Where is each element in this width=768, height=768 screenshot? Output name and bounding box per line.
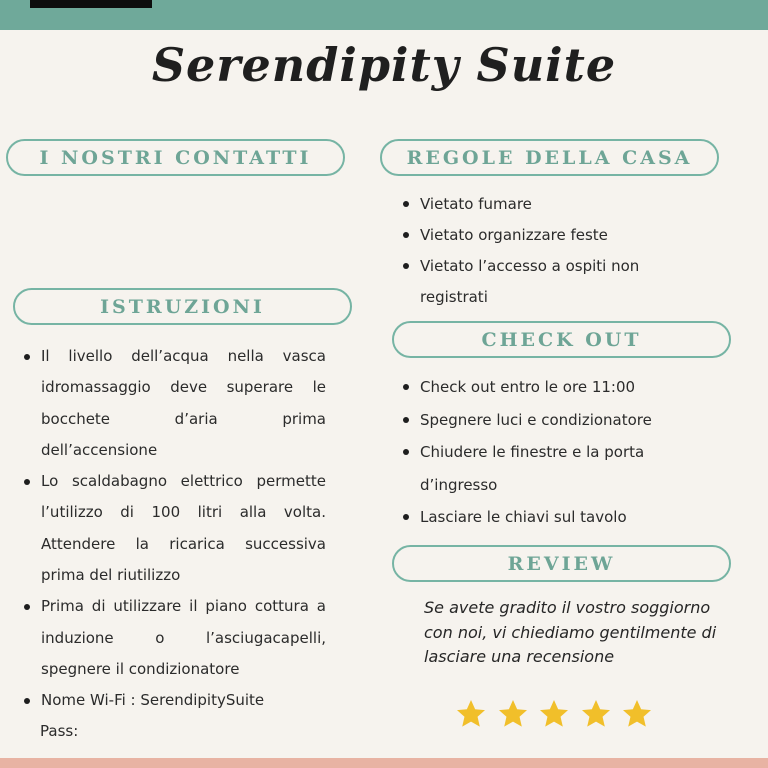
list-item: Chiudere le finestre e la porta d’ingresso [403,436,693,501]
instructions-list [24,341,326,717]
star-rating [455,698,663,730]
list-item: Il livello dell’acqua nella vasca idromassaggio deve superare le bocchete d’aria prima dell’accensione [24,341,326,466]
star-icon [497,698,529,730]
checkout-list [403,371,693,534]
top-black-block [30,0,152,8]
list-item: Prima di utilizzare il piano cottura a induzione o l’asciugacapelli, spegnere il condizionatore [24,591,326,685]
bottom-color-bar [0,758,768,768]
list-item: Lo scaldabagno elettrico permette l’utilizzo di 100 litri alla volta. Attendere la ricarica successiva prima del riutilizzo [24,466,326,591]
section-header-review: REVIEW [392,545,731,582]
star-icon [538,698,570,730]
list-item: Vietato organizzare feste [403,220,693,251]
list-item: Vietato l’accesso a ospiti non registrati [403,251,693,313]
review-text: Se avete gradito il vostro soggiorno con noi, vi chiediamo gentilmente di lasciare una recensione [424,598,717,666]
list-item: Check out entro le ore 11:00 [403,371,693,404]
list-item: Nome Wi-Fi : SerendipitySuite [24,685,326,716]
page-title: Serendipity Suite [151,38,617,92]
house-rules-list [403,189,693,313]
section-header-checkout: CHECK OUT [392,321,731,358]
section-header-contacts: I NOSTRI CONTATTI [6,139,345,176]
wifi-pass-label: Pass: [40,722,79,740]
star-icon [621,698,653,730]
section-header-house-rules: REGOLE DELLA CASA [380,139,719,176]
star-icon [455,698,487,730]
list-item: Vietato fumare [403,189,693,220]
list-item: Spegnere luci e condizionatore [403,404,693,437]
star-icon [580,698,612,730]
list-item: Lasciare le chiavi sul tavolo [403,501,693,534]
section-header-instructions: ISTRUZIONI [13,288,352,325]
